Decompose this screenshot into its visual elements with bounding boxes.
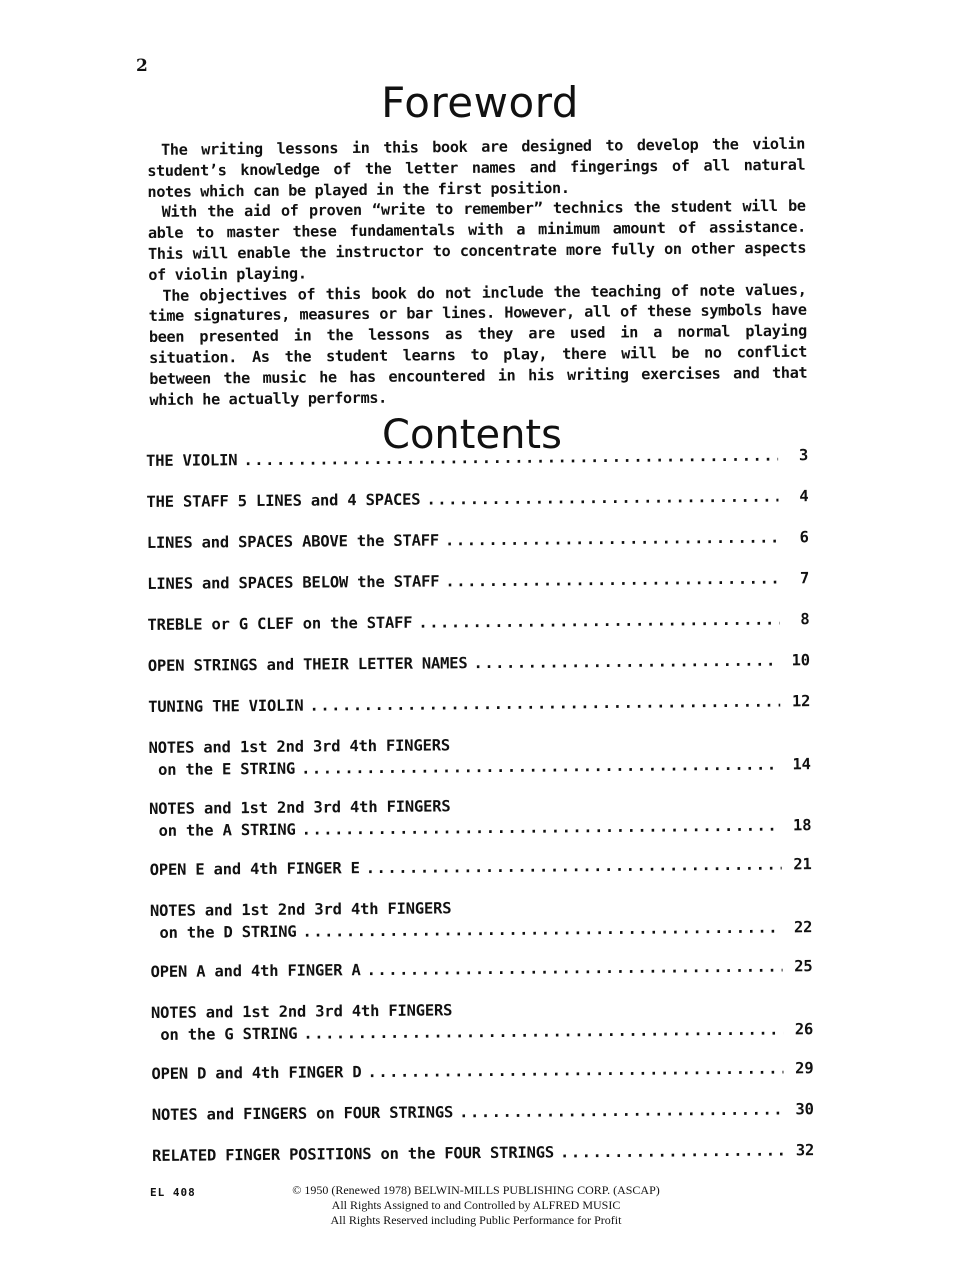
dot-leader [302,816,782,838]
foreword-paragraph: The objectives of this book do not include the teaching of note values, time signatures, measures or bar lines. However, all of these symbols have been presented in the lessons as they are used in a normal playing situation. As the student learns to play, there will be no conflict between the music he has encountered in his writing exercises and that which he actually performs. [148,280,808,409]
toc-entry-subtitle: on the G STRING [160,1024,298,1044]
toc-page-number: 4 [799,487,809,506]
toc-page-number: 29 [795,1059,814,1078]
toc-entry-title: NOTES and FINGERS on FOUR STRINGS [151,1103,454,1124]
toc-entry-title: THE VIOLIN [146,451,238,470]
toc-entry-title: RELATED FINGER POSITIONS on the FOUR STRINGS [152,1143,555,1165]
dot-leader [459,1100,784,1121]
dot-leader [426,487,778,508]
toc-entry-subtitle: on the A STRING [158,820,296,840]
dot-leader [418,610,779,631]
toc-entry-title: OPEN STRINGS and THEIR LETTER NAMES [147,654,468,675]
toc-entry-title: NOTES and 1st 2nd 3rd 4th FINGERS [149,899,452,920]
toc-entry [147,528,809,556]
toc-entry [152,1100,814,1128]
toc-page-number: 14 [792,755,811,774]
foreword-paragraph: With the aid of proven “write to remember” technics the student will be able to master these fundamentals with a minimum amount of assistance. This will enable the instructor to concentrate more fully on other aspects of violin playing. [147,197,807,284]
toc-entry-title: NOTES and 1st 2nd 3rd 4th FINGERS [150,1001,453,1022]
toc-entry [146,487,808,515]
dot-leader [366,855,782,877]
toc-page-number: 18 [792,816,812,835]
toc-entry [150,896,812,946]
toc-entry [147,610,809,638]
toc-page-number: 21 [793,855,812,874]
toc-entry [148,651,810,679]
toc-entry-title: TREBLE or G CLEF on the STAFF [147,613,413,634]
toc-entry-title: TUNING THE VIOLIN [148,696,304,716]
toc-entry-title: LINES and SPACES ABOVE the STAFF [146,531,440,552]
dot-leader [445,528,779,549]
dot-leader [445,569,779,590]
toc-entry-subtitle: on the E STRING [157,759,296,779]
foreword-title: Foreword [381,78,579,127]
toc-entry-title: OPEN D and 4th FINGER D [151,1063,362,1083]
toc-page-number: 25 [794,957,813,976]
toc-entry-title: OPEN A and 4th FINGER A [150,961,361,981]
toc-entry-title: NOTES and 1st 2nd 3rd 4th FINGERS [148,736,451,757]
toc-entry [151,1059,813,1087]
toc-entry [150,957,812,985]
dot-leader [560,1141,784,1161]
toc-entry [151,998,813,1048]
toc-entry [150,855,812,883]
page-number: 2 [136,56,148,76]
foreword-body [147,134,808,411]
dot-leader [303,1020,783,1042]
copyright-line: All Rights Reserved including Public Performance for Profit [330,1213,622,1227]
toc-page-number: 22 [793,918,813,937]
dot-leader [301,755,781,777]
foreword-paragraph: The writing lessons in this book are designed to develop the violin student’s knowledge of the letter names and fingerings of all natural notes which can be played in the first position. [147,134,806,201]
copyright-line: © 1950 (Renewed 1978) BELWIN-MILLS PUBLISHING CORP. (ASCAP) [292,1183,660,1197]
toc-entry [147,569,809,597]
toc-page-number: 26 [794,1020,814,1039]
toc-page-number: 8 [800,610,810,629]
toc-entry [149,733,811,783]
copyright-notice [256,1183,696,1228]
dot-leader [473,651,780,672]
dot-leader [243,446,778,469]
toc-page-number: 12 [791,692,811,711]
toc-entry-title: OPEN E and 4th FINGER E [149,859,360,879]
toc-entry-title: NOTES and 1st 2nd 3rd 4th FINGERS [149,797,451,818]
toc-page-number: 6 [799,528,809,547]
toc-entry [152,1141,814,1169]
toc-entry [146,446,808,474]
toc-entry-subtitle: on the D STRING [159,922,297,942]
toc-entry-title: LINES and SPACES BELOW the STAFF [147,572,440,593]
toc-entry-title: THE STAFF 5 LINES and 4 SPACES [146,490,421,511]
contents-title: Contents [382,412,562,458]
dot-leader [367,1059,783,1081]
catalog-code: EL 408 [150,1186,196,1199]
dot-leader [302,918,782,940]
copyright-line: All Rights Assigned to and Controlled by ALFRED MUSIC [331,1198,621,1212]
toc-page-number: 10 [791,651,810,670]
toc-entry [149,794,811,844]
toc-entry [148,692,810,720]
toc-page-number: 30 [795,1100,814,1119]
toc-page-number: 32 [795,1141,815,1160]
toc-page-number: 7 [799,569,810,588]
dot-leader [366,957,782,979]
toc-page-number: 3 [798,446,809,465]
dot-leader [309,692,780,714]
